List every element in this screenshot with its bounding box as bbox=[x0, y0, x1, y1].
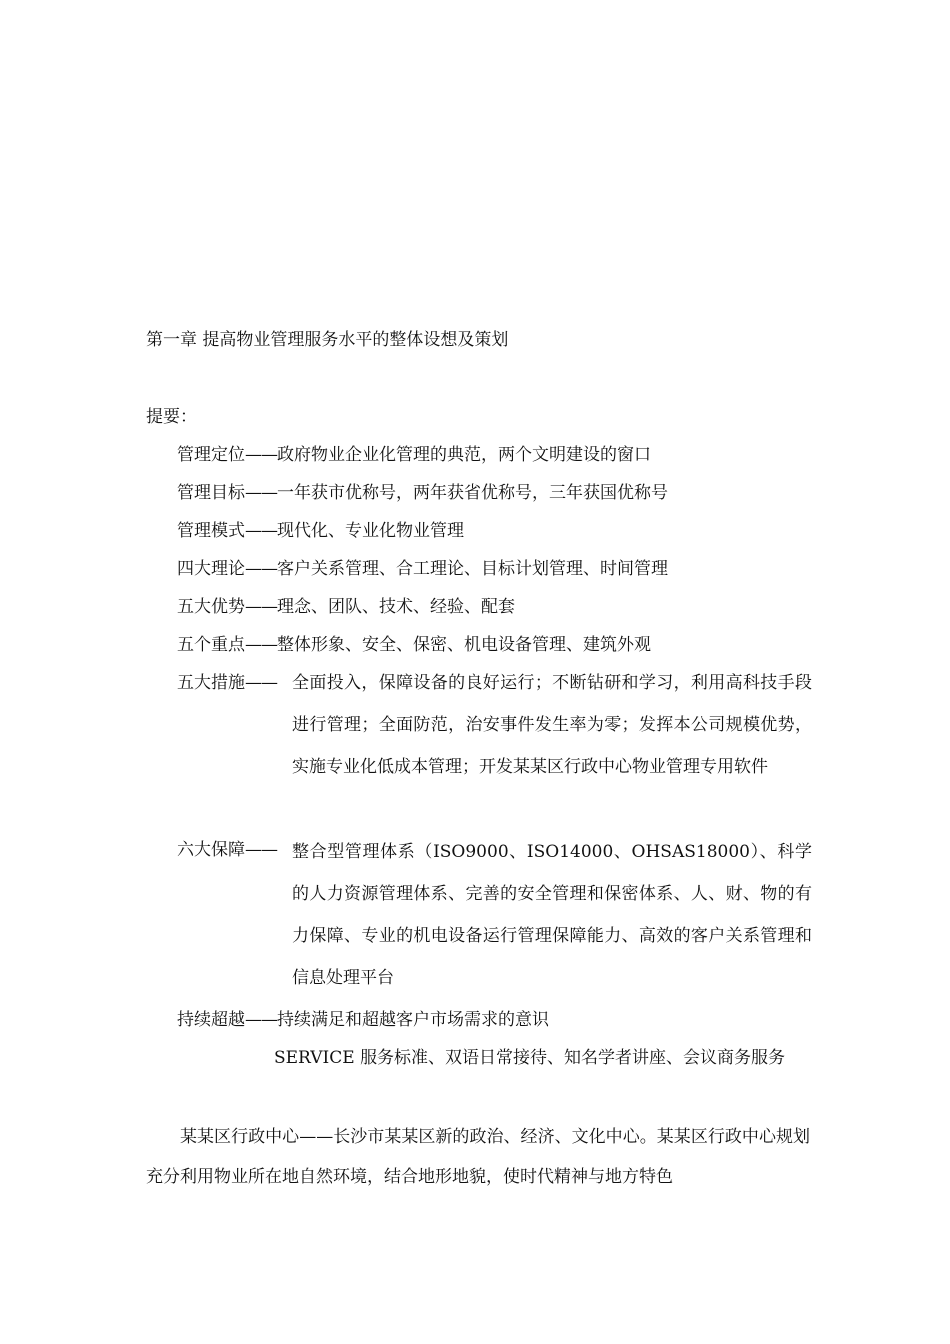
item-term: 五大措施 bbox=[177, 673, 245, 693]
item-desc: 现代化、专业化物业管理 bbox=[277, 521, 464, 541]
chapter-title: 第一章 提高物业管理服务水平的整体设想及策划 bbox=[146, 330, 509, 350]
item-term: 四大理论 bbox=[177, 559, 245, 579]
item-term: 五个重点 bbox=[177, 635, 245, 655]
item-dash: —— bbox=[245, 445, 277, 465]
summary-item-measures-desc: 全面投入，保障设备的良好运行；不断钻研和学习，利用高科技手段进行管理；全面防范，治安事件发生率为零；发挥本公司规模优势，实施专业化低成本管理；开发某某区行政中心物业管理专用软件 bbox=[292, 673, 812, 777]
item-desc: 理念、团队、技术、经验、配套 bbox=[277, 597, 515, 617]
summary-item-guarantees-desc: 整合型管理体系（ISO9000、ISO14000、OHSAS18000）、科学的人力资源管理体系、完善的安全管理和保密体系、人、财、物的有力保障、专业的机电设备运行管理保障能力、高效的客户关系管理和信息处理平台 bbox=[292, 842, 812, 988]
summary-item-advantages bbox=[177, 588, 817, 626]
item-dash: —— bbox=[245, 635, 277, 655]
summary-item-model bbox=[177, 512, 817, 550]
summary-item-key-points bbox=[177, 626, 817, 664]
item-dash: —— bbox=[245, 521, 277, 541]
item-dash: —— bbox=[245, 559, 277, 579]
item-term: 管理模式 bbox=[177, 521, 245, 541]
item-desc: 持续满足和超越客户市场需求的意识 bbox=[277, 1010, 549, 1030]
item-term: 五大优势 bbox=[177, 597, 245, 617]
item-term: 管理定位 bbox=[177, 445, 245, 465]
item-desc: 整体形象、安全、保密、机电设备管理、建筑外观 bbox=[277, 635, 651, 655]
item-term: 管理目标 bbox=[177, 483, 245, 503]
item-term: 持续超越 bbox=[177, 1010, 245, 1030]
item-dash: —— bbox=[245, 1010, 277, 1030]
item-desc: 政府物业企业化管理的典范，两个文明建设的窗口 bbox=[277, 445, 651, 465]
summary-label: 提要： bbox=[146, 407, 197, 427]
item-dash: —— bbox=[245, 483, 277, 503]
item-dash: —— bbox=[245, 673, 277, 693]
summary-item-theories bbox=[177, 550, 817, 588]
item-dash: —— bbox=[245, 840, 277, 860]
summary-item-surpassing bbox=[177, 1001, 817, 1039]
summary-item-positioning bbox=[177, 436, 817, 474]
body-paragraph: 某某区行政中心——长沙市某某区新的政治、经济、文化中心。某某区行政中心规划充分利用物业所在地自然环境，结合地形地貌，使时代精神与地方特色 bbox=[146, 1127, 810, 1187]
item-desc: 客户关系管理、合工理论、目标计划管理、时间管理 bbox=[277, 559, 668, 579]
item-term: 六大保障 bbox=[177, 840, 245, 860]
service-standards-line: SERVICE 服务标准、双语日常接待、知名学者讲座、会议商务服务 bbox=[274, 1048, 786, 1068]
item-dash: —— bbox=[245, 597, 277, 617]
summary-item-goals bbox=[177, 474, 817, 512]
item-desc: 一年获市优称号，两年获省优称号，三年获国优称号 bbox=[277, 483, 668, 503]
